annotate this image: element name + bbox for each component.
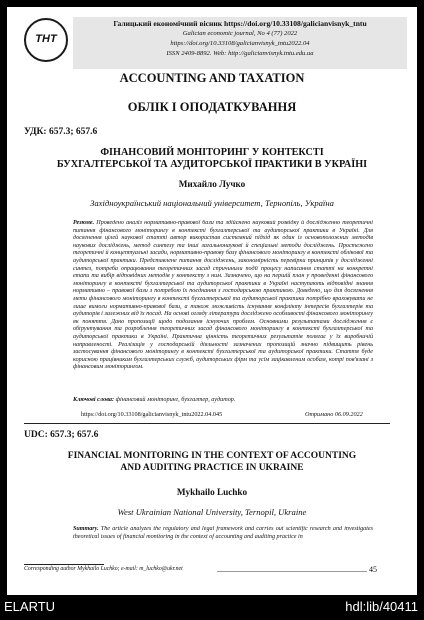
abstract-label: Резюме. — [73, 220, 95, 226]
article-title-en-line2: AND AUDITING PRACTICE IN UKRAINE — [120, 463, 304, 473]
journal-logo-icon — [24, 18, 68, 62]
summary-en — [73, 526, 373, 542]
section-title-en: ACCOUNTING AND TAXATION — [119, 71, 305, 85]
journal-header — [73, 17, 407, 69]
summary-text: The article analyzes the regulatory and legal framework and carries out scientific research and investigates theoretical issues of financial monitoring in the context of accounting and auditing practice in — [73, 526, 373, 540]
udc-en: UDC: 657.3; 657.6 — [24, 430, 99, 440]
journal-issue-line: Galician economic journal, No 4 (77) 2022 — [182, 30, 298, 37]
article-title-en-line1: FINANCIAL MONITORING IN THE CONTEXT OF ACCOUNTING — [67, 451, 357, 461]
repository-name: ELARTU — [4, 599, 56, 614]
affiliation-ua: Західноукраїнський національний університет, Тернопіль, Україна — [90, 198, 334, 208]
affiliation-en: West Ukrainian National University, Ternopil, Ukraine — [117, 507, 307, 517]
keywords-label: Ключові слова: — [73, 396, 115, 403]
handle-id: hdl:lib/40411 — [345, 599, 418, 614]
section-divider — [24, 423, 390, 424]
footnote-rule — [24, 564, 104, 565]
logo-text: ТНТ — [35, 33, 57, 45]
journal-title-line: Галицький економічний вісник https://doi.org/10.33108/galicianvisnyk_tntu — [113, 19, 367, 28]
summary-label: Summary. — [73, 526, 99, 532]
article-title-ua-line1: ФІНАНСОВИЙ МОНІТОРИНГ У КОНТЕКСТІ — [100, 147, 324, 158]
abstract-text: Проведено аналіз нормативно-правової бази та здійснено науковий розвідку й дослідженно теоретичні питання фінансового моніторингу в контексті бухгалтерської та аудиторської практики в Україні. Для досягнення цілей наукової статті автор використав системний підхід як один із основоположних методів наукових досліджень, метод синтезу та інші загальнонаукові й спеціальні методи досліджень. Простежено теоретичні й концептуальні засади, нормативно-правову базу фінансового моніторингу в контексті облікової та аудиторської практики. Представлене питання досліджень, закономірність перевірки принципів у дослідженні синтез, потреба опрацювання теоретичних засад спричинили події процесу написання статті на конкретні етапи та вибір відповідних методів у контексту з ним. Зазначено, що на першій план у проведенні фінансового моніторингу в контексті бухгалтерської та аудиторської практики в Україні наступають відповідні знання нормативно – правової бази з потребою їх поєднання з господарською практикою. Доведено, що для досягнення мети фінансового моніторингу в контексті бухгалтерської та аудиторської практики потрібно враховувати не лише вимоги нормативно-правової бази, а також можливість існування конфлікту інтересів бухгалтерів та аудиторів і залежних від їх посад. На основі огляду літератури досліджено особливості фінансового моніторингу як поняття. Дано пропозиції щодо подолання існуючих проблем. Основними результатами дослідження є обґрунтування та розроблення теоретичних засад фінансового моніторингу в контексті бухгалтерської та аудиторської практики в Україні. Практична цінність теоретичних результатів полягає у їх виробничій направленості. Реалізація у господарській діяльності зазначених пропозицій значно підвищить рівень застосування фінансового моніторингу в контексті бухгалтерської та аудиторської практики. Стаття буде корисною працівникам бухгалтерських служб, аудиторських фірм та усім зацікавленим особам, котрі пов'язані з фінансовим моніторингом. — [73, 220, 373, 371]
leader-dots — [217, 571, 367, 572]
section-title-uk: ОБЛІК І ОПОДАТКУВАННЯ — [127, 100, 297, 114]
author-en: Mykhailo Luchko — [176, 487, 248, 497]
issue-doi-link[interactable]: https://doi.org/10.33108/galicianvisnyk_tntu2022.04 — [170, 40, 310, 47]
article-title-ua-line2: БУХГАЛТЕРСЬКОЇ ТА АУДИТОРСЬКОЇ ПРАКТИКИ В УКРАЇНІ — [56, 159, 368, 170]
bottom-bar — [0, 596, 424, 620]
keywords-ua — [73, 396, 235, 403]
corresponding-author: Corresponding author Mykhailo Luchko; e-mail: m_luchko@ukr.net — [24, 566, 183, 572]
received-date: Отримано 06.09.2022 — [305, 411, 363, 418]
article-doi-link[interactable]: https://doi.org/10.33108/galicianvisnyk_tntu2022.04.045 — [81, 411, 223, 418]
abstract-ua — [73, 220, 373, 396]
page-number: 45 — [369, 565, 377, 574]
issn-web-line[interactable]: ISSN 2409-8892. Web: http://galicianvisnyk.tntu.edu.ua — [166, 50, 314, 57]
article-page — [7, 7, 417, 595]
udc-ua: УДК: 657.3; 657.6 — [24, 127, 98, 137]
keywords-text: фінансовий моніторинг, бухгалтер, аудитор. — [115, 396, 236, 403]
author-ua: Михайло Лучко — [178, 179, 246, 189]
